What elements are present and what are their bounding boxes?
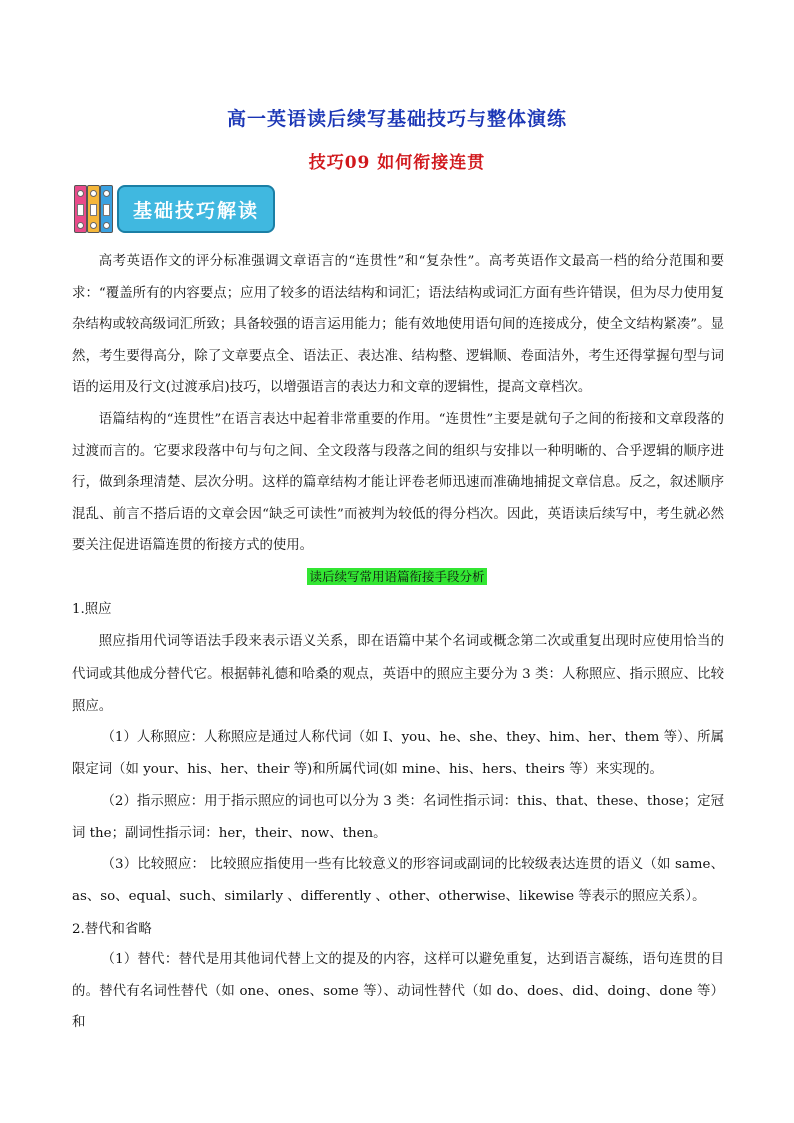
highlight-heading xyxy=(0,566,794,585)
binder-yellow-icon xyxy=(87,185,100,233)
section-1-item-1: （1）人称照应：人称照应是通过人称代词（如 I、you、he、she、they、him、her、them 等）、所属限定词（如 your、his、her、their 等)和所属代词(如 mine、his、hers、theirs 等）来实现的。 xyxy=(72,730,724,777)
intro-paragraph-2: 语篇结构的“连贯性”在语言表达中起着非常重要的作用。“连贯性”主要是就句子之间的衔接和文章段落的过渡而言的。它要求段落中句与句之间、全文段落与段落之间的组织与安排以一种明晰的、合乎逻辑的顺序进行，做到条理清楚、层次分明。这样的篇章结构才能让评卷老师迅速而准确地捕捉文章信息。反之，叙述顺序混乱、前言不搭后语的文章会因“缺乏可读性”而被判为较低的得分档次。因此，英语读后续写中，考生就必然要关注促进语篇连贯的衔接方式的使用。 xyxy=(72,412,724,554)
section-2-heading: 2.替代和省略 xyxy=(72,922,152,937)
section-1-paragraph: 照应指用代词等语法手段来表示语义关系，即在语篇中某个名词或概念第二次或重复出现时应使用恰当的代词或其他成分替代它。根据韩礼德和哈桑的观点，英语中的照应主要分为 3 类：人称照应、指示照应、比较照应。 xyxy=(72,634,724,715)
section-banner xyxy=(74,185,274,235)
binder-pink-icon xyxy=(74,185,87,233)
section-1-item-2: （2）指示照应：用于指示照应的词也可以分为 3 类：名词性指示词：this、that、these、those；定冠词 the；副词性指示词：her，their、now、then。 xyxy=(72,794,724,841)
intro-paragraph-1: 高考英语作文的评分标准强调文章语言的“连贯性”和“复杂性”。高考英语作文最高一档的给分范围和要求：“覆盖所有的内容要点；应用了较多的语法结构和词汇；语法结构或词汇方面有些许错误，但为尽力使用复杂结构或较高级词汇所致；具备较强的语言运用能力；能有效地使用语句间的连接成分，使全文结构紧凑”。显然，考生要得高分，除了文章要点全、语法正、表达准、结构整、逻辑顺、卷面洁外，考生还得掌握句型与词语的运用及行文(过渡承启)技巧，以增强语言的表达力和文章的逻辑性，提高文章档次。 xyxy=(72,254,724,396)
highlight-heading-text: 读后续写常用语篇衔接手段分析 xyxy=(309,569,485,584)
banner-label: 基础技巧解读 xyxy=(117,185,275,233)
section-1-item-3: （3）比较照应： 比较照应指使用一些有比较意义的形容词或副词的比较级表达连贯的语义（如 same、as、so、equal、such、similarly 、differently 、other、otherwise、likewise 等表示的照应关系）。 xyxy=(72,857,724,904)
document-title: 高一英语读后续写基础技巧与整体演练 xyxy=(226,108,567,130)
binder-blue-icon xyxy=(100,185,113,233)
section-2-item-1: （1）替代：替代是用其他词代替上文的提及的内容，这样可以避免重复，达到语言凝练，语句连贯的目的。替代有名词性替代（如 one、ones、some 等）、动词性替代（如 do、does、did、doing、done 等）和 xyxy=(72,952,724,1031)
document-subtitle: 技巧09 如何衔接连贯 xyxy=(308,153,486,173)
section-1-heading: 1.照应 xyxy=(72,602,112,617)
